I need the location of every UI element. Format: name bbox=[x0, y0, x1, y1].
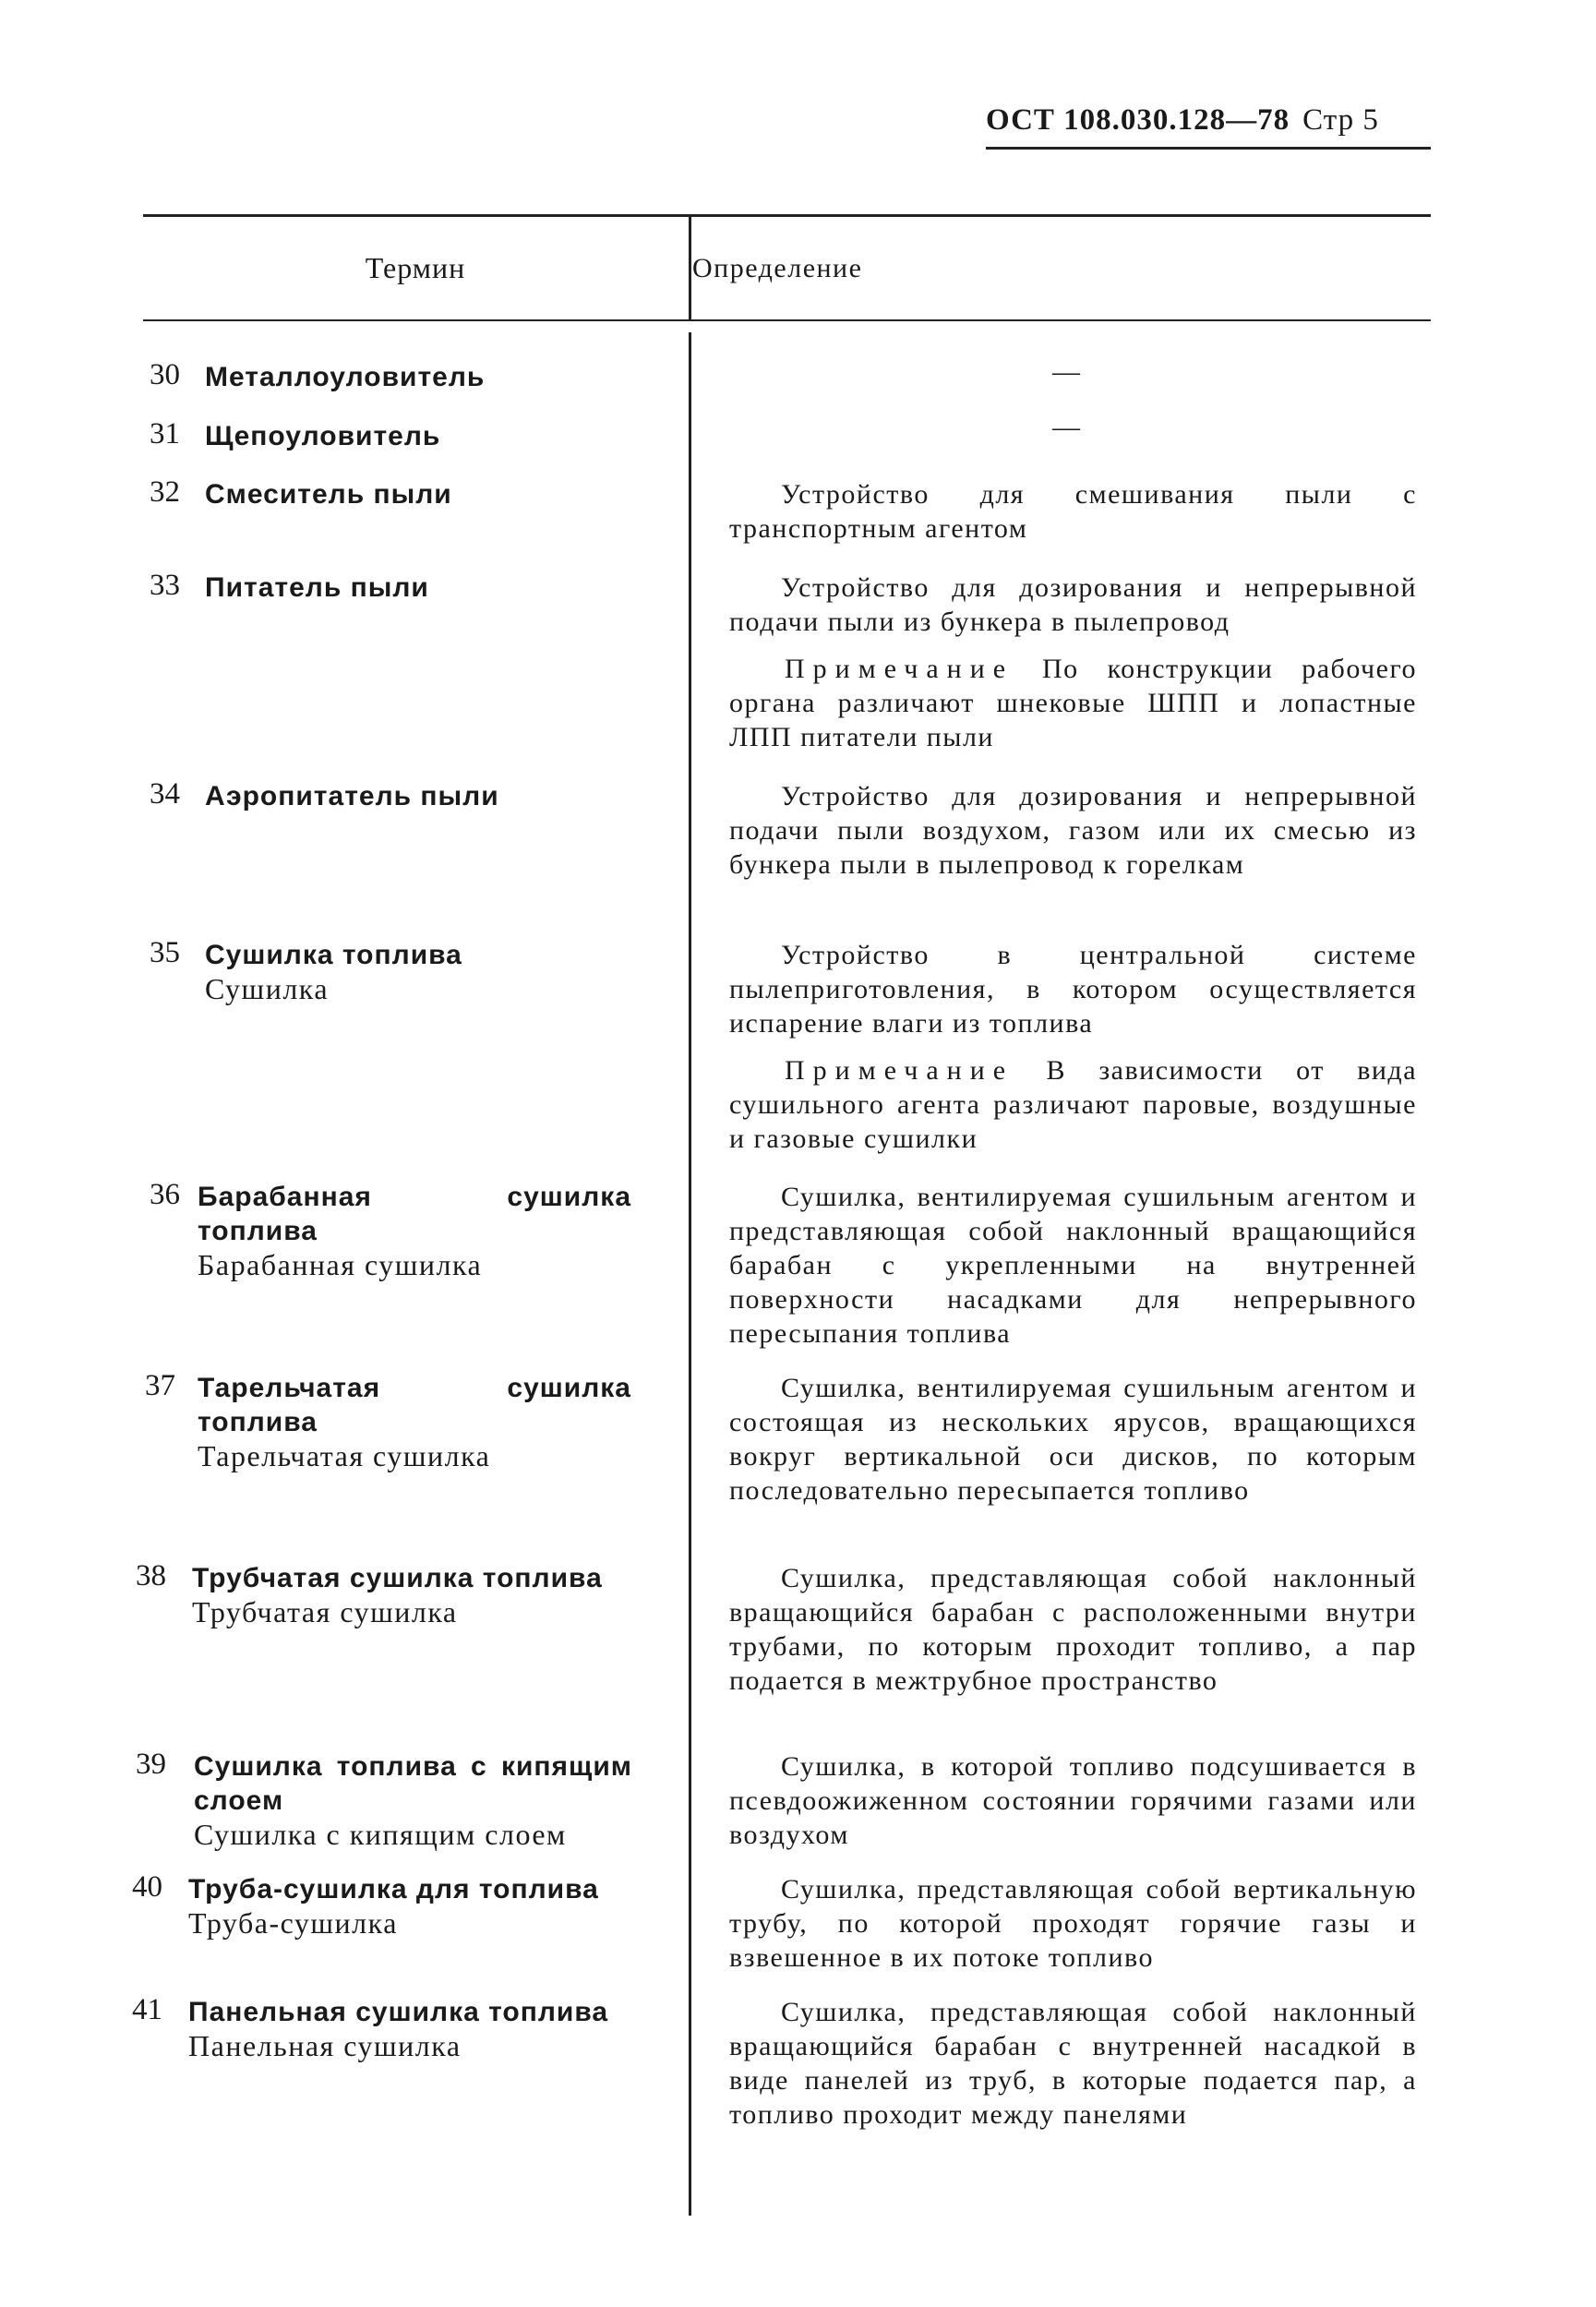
note-text: В зависимости от вида сушильного агента различают паровые, воздушные и газовые сушилки bbox=[729, 1055, 1418, 1154]
definition-note bbox=[729, 652, 1417, 754]
term-synonym: Панельная сушилка bbox=[188, 2029, 462, 2062]
term-definition bbox=[729, 1371, 1417, 1508]
definition-text: Сушилка, вентилируемая сушильным агентом и состоящая из нескольких ярусов, вращающихся вокруг вертикальной оси дисков, по которым последовательно пересыпается топливо bbox=[729, 1373, 1417, 1506]
definition-text: Сушилка, представляющая собой наклонный вращающийся барабан с расположенными внутри трубами, по которым проходит топливо, а пар подается в межтрубное пространство bbox=[729, 1563, 1417, 1696]
term-title: Смеситель пыли bbox=[205, 479, 452, 510]
term-name: Труба-сушилка для топлива bbox=[188, 1874, 599, 1904]
term-synonym: Труба-сушилка bbox=[188, 1906, 398, 1940]
term-number: 30 bbox=[150, 358, 180, 391]
term-synonym: Трубчатая сушилка bbox=[192, 1595, 458, 1628]
table-header-rule bbox=[143, 319, 1431, 321]
term-number: 38 bbox=[136, 1559, 166, 1592]
table-top-rule bbox=[143, 214, 1431, 217]
definition-text: Устройство для смешивания пыли с транспортным агентом bbox=[729, 479, 1417, 544]
term-title bbox=[192, 1561, 654, 1630]
definition-text: Сушилка, представляющая собой наклонный вращающийся барабан с внутренней насадкой в виде панелей из труб, в которые подается пар, а топливо проходит между панелями bbox=[729, 1997, 1417, 2130]
page-header bbox=[986, 103, 1447, 138]
definition-dash: — bbox=[1052, 412, 1080, 442]
definition-text: Устройство для дозирования и непрерывной подачи пыли из бункера в пылепровод bbox=[729, 572, 1417, 637]
definition-note bbox=[729, 1053, 1417, 1156]
page-label: Стр 5 bbox=[1302, 103, 1379, 137]
term-title bbox=[188, 1995, 650, 2064]
term-definition bbox=[729, 477, 1417, 546]
term-number: 34 bbox=[150, 777, 180, 811]
term-title bbox=[205, 938, 666, 1007]
term-name: Трубчатая сушилка топлива bbox=[192, 1563, 603, 1593]
document-number: ОСТ 108.030.128—78 bbox=[986, 103, 1290, 137]
term-name: Сушилка топлива с кипящим слоем bbox=[194, 1751, 632, 1816]
term-synonym: Сушилка с кипящим слоем bbox=[194, 1818, 567, 1851]
definition-text: Устройство в центральной системе пылеприготовления, в котором осуществляется испарение влаги из топлива bbox=[729, 940, 1417, 1039]
column-header-term: Термин bbox=[365, 251, 466, 284]
term-definition bbox=[729, 1180, 1417, 1351]
term-number: 37 bbox=[145, 1369, 175, 1402]
column-divider-body bbox=[689, 332, 691, 2216]
term-definition bbox=[729, 1872, 1417, 1975]
term-name: Тарельчатая сушилка топлива bbox=[198, 1373, 631, 1437]
term-synonym: Тарельчатая сушилка bbox=[198, 1439, 491, 1472]
term-number: 40 bbox=[132, 1870, 162, 1904]
term-name: Барабанная сушилка топлива bbox=[198, 1182, 631, 1246]
term-title: Щепоуловитель bbox=[205, 421, 441, 451]
term-name: Панельная сушилка топлива bbox=[188, 1997, 609, 2027]
definition-text: Сушилка, в которой топливо подсушивается в псевдоожиженном состоянии горячими газами или воздухом bbox=[729, 1751, 1417, 1850]
term-definition bbox=[729, 938, 1417, 1156]
term-title bbox=[198, 1371, 631, 1474]
term-name: Сушилка топлива bbox=[205, 940, 462, 970]
column-divider-header bbox=[689, 216, 691, 319]
term-title bbox=[198, 1180, 631, 1283]
term-number: 36 bbox=[150, 1178, 180, 1211]
term-definition bbox=[729, 1995, 1417, 2132]
term-definition bbox=[729, 779, 1417, 882]
term-number: 33 bbox=[150, 569, 180, 602]
term-synonym: Барабанная сушилка bbox=[198, 1248, 483, 1281]
term-number: 31 bbox=[150, 417, 180, 451]
term-number: 41 bbox=[132, 1993, 162, 2026]
header-underline bbox=[986, 147, 1431, 150]
note-label: Примечание bbox=[785, 654, 1014, 684]
term-definition bbox=[729, 1561, 1417, 1698]
term-definition bbox=[729, 1749, 1417, 1852]
note-label: Примечание bbox=[785, 1055, 1014, 1086]
term-definition bbox=[729, 571, 1417, 754]
term-number: 32 bbox=[150, 475, 180, 509]
term-title: Металлоуловитель bbox=[205, 362, 486, 392]
term-title bbox=[194, 1749, 632, 1853]
column-header-definition: Определение bbox=[692, 253, 863, 283]
term-title: Аэропитатель пыли bbox=[205, 781, 499, 811]
term-synonym: Сушилка bbox=[205, 972, 330, 1005]
term-title bbox=[188, 1872, 650, 1941]
definition-dash: — bbox=[1052, 356, 1080, 387]
note-text: По конструкции рабочего органа различают шнековые ШПП и лопастные ЛПП питатели пыли bbox=[729, 654, 1417, 752]
term-number: 35 bbox=[150, 936, 180, 969]
definition-text: Устройство для дозирования и непрерывной подачи пыли воздухом, газом или их смесью из бункера пыли в пылепровод к горелкам bbox=[729, 781, 1417, 880]
term-number: 39 bbox=[136, 1748, 166, 1781]
term-title: Питатель пыли bbox=[205, 572, 429, 603]
definition-text: Сушилка, вентилируемая сушильным агентом и представляющая собой наклонный вращающийся барабан с укрепленными на внутренней поверхности насадками для непрерывного пересыпания топлива bbox=[729, 1182, 1417, 1349]
definition-text: Сушилка, представляющая собой вертикальную трубу, по которой проходят горячие газы и взвешенное в их потоке топливо bbox=[729, 1874, 1417, 1973]
